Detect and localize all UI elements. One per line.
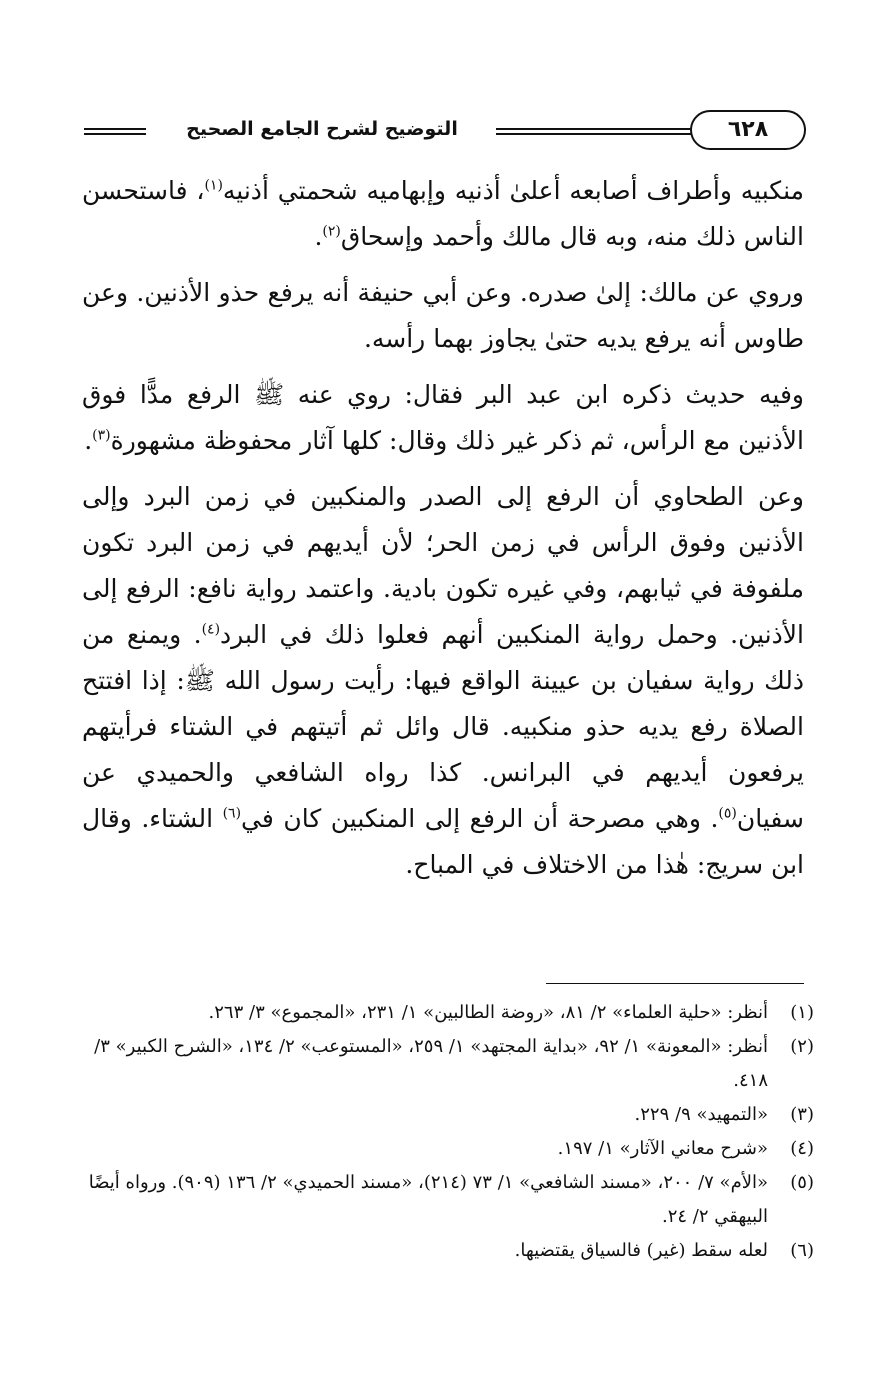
running-title: التوضيح لشرح الجامع الصحيح bbox=[186, 118, 458, 140]
paragraph-text: . وهي مصرحة أن الرفع إلى المنكبين كان في bbox=[241, 804, 719, 833]
footnote-divider bbox=[546, 983, 804, 984]
paragraph-text: الشتاء. وقال ابن سريج: هٰذا من الاختلاف في المباح. bbox=[82, 804, 804, 879]
footnote-reference: (٦) bbox=[222, 805, 242, 822]
paragraph bbox=[82, 372, 804, 464]
paragraph-text: . bbox=[314, 222, 323, 251]
paragraph-text: منكبيه وأطراف أصابعه أعلىٰ أذنيه وإبهاميه شحمتي أذنيه bbox=[222, 176, 805, 205]
footnote-text: «التمهيد» ٩/ ٢٢٩. bbox=[634, 1104, 768, 1125]
footnote-text: لعله سقط (غير) فالسياق يقتضيها. bbox=[514, 1240, 768, 1261]
footnote-text: «الأم» ٧/ ٢٠٠، «مسند الشافعي» ١/ ٧٣ (٢١٤)، «مسند الحميدي» ٢/ ١٣٦ (٩٠٩). ورواه أيضًا البيهقي ٢/ ٢٤. bbox=[88, 1172, 768, 1227]
paragraph-text: وعن الطحاوي أن الرفع إلى الصدر والمنكبين في زمن البرد وإلى الأذنين وفوق الرأس في زمن الحر؛ لأن أيديهم في زمن البرد تكون ملفوفة في ثيابهم، وفي غيره تكون بادية. واعتمد رواية نافع: الرفع إلى الأذنين. وحمل رواية المنكبين أنهم فعلوا ذلك في البرد bbox=[82, 482, 804, 649]
footnote-reference: (٢) bbox=[322, 223, 341, 240]
paragraph-text: . ويمنع من ذلك رواية سفيان بن عيينة الواقع فيها: رأيت رسول الله ﷺ: إذا افتتح الصلاة رفع يديه حذو منكبيه. قال وائل ثم أتيتهم في الشتاء فرأيتهم يرفعون أيديهم في البرانس. كذا رواه الشافعي والحميدي عن سفيان bbox=[82, 620, 804, 833]
footnote bbox=[82, 1030, 814, 1098]
footnote bbox=[82, 1234, 814, 1268]
footnote-reference: (٤) bbox=[201, 621, 221, 638]
footnotes bbox=[82, 996, 814, 1268]
footnote-number: (٤) bbox=[790, 1138, 814, 1159]
footnote-number: (٣) bbox=[790, 1104, 814, 1125]
footnote-reference: (١) bbox=[204, 177, 223, 194]
footnote-reference: (٥) bbox=[718, 805, 737, 822]
footnote-number: (٥) bbox=[790, 1172, 814, 1193]
main-text bbox=[82, 168, 804, 896]
footnote bbox=[82, 1132, 814, 1166]
footnote bbox=[82, 1098, 814, 1132]
paragraph-text: ، فاستحسن الناس ذلك منه، وبه قال مالك وأحمد وإسحاق bbox=[82, 176, 804, 251]
paragraph-text: وروي عن مالك: إلىٰ صدره. وعن أبي حنيفة أنه يرفع حذو الأذنين. وعن طاوس أنه يرفع يديه حتىٰ يجاوز بهما رأسه. bbox=[82, 278, 804, 353]
footnote bbox=[82, 1166, 814, 1234]
paragraph bbox=[82, 474, 804, 888]
footnote-text: أنظر: «المعونة» ١/ ٩٢، «بداية المجتهد» ١/ ٢٥٩، «المستوعب» ٢/ ١٣٤، «الشرح الكبير» ٣/ ٤١٨. bbox=[94, 1036, 768, 1091]
footnote-text: «شرح معاني الآثار» ١/ ١٩٧. bbox=[557, 1138, 768, 1159]
page-number: ٦٢٨ bbox=[690, 110, 806, 150]
footnote bbox=[82, 996, 814, 1030]
footnote-text: أنظر: «حلية العلماء» ٢/ ٨١، «روضة الطالبين» ١/ ٢٣١، «المجموع» ٣/ ٢٦٣. bbox=[208, 1002, 768, 1023]
footnote-number: (١) bbox=[790, 1002, 814, 1023]
running-header bbox=[84, 110, 806, 154]
header-rule-left bbox=[84, 128, 146, 135]
paragraph bbox=[82, 168, 804, 260]
footnote-number: (٢) bbox=[790, 1036, 814, 1057]
paragraph bbox=[82, 270, 804, 362]
paragraph-text: وفيه حديث ذكره ابن عبد البر فقال: روي عنه ﷺ الرفع مدًّا فوق الأذنين مع الرأس، ثم ذكر غير ذلك وقال: كلها آثار محفوظة مشهورة bbox=[82, 380, 804, 455]
footnote-reference: (٣) bbox=[92, 427, 111, 444]
footnote-number: (٦) bbox=[790, 1240, 814, 1261]
paragraph-text: . bbox=[84, 426, 93, 455]
